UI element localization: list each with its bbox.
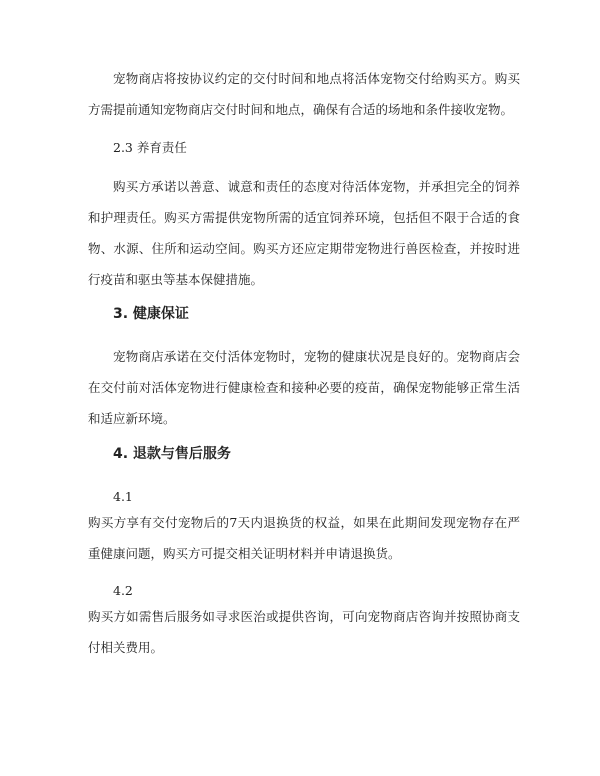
paragraph-health: 宠物商店承诺在交付活体宠物时，宠物的健康状况是良好的。宠物商店会在交付前对活体宠物进行健康检查和接种必要的疫苗，确保宠物能够正常生活和适应新环境。 bbox=[88, 349, 520, 426]
clause-number-4-1: 4.1 bbox=[113, 489, 133, 504]
section-heading-refund: 4. 退款与售后服务 bbox=[113, 446, 231, 462]
paragraph-refund-4-1: 购买方享有交付宠物后的7天内退换货的权益，如果在此期间发现宠物存在严重健康问题，购买方可提交相关证明材料并申请退换货。 bbox=[88, 515, 520, 561]
clause-number-4-2: 4.2 bbox=[113, 583, 133, 598]
paragraph-delivery: 宠物商店将按协议约定的交付时间和地点将活体宠物交付给购买方。购买方需提前通知宠物商店交付时间和地点，确保有合适的场地和条件接收宠物。 bbox=[88, 71, 520, 117]
section-heading-health: 3. 健康保证 bbox=[113, 306, 189, 322]
section-heading-2-3: 2.3 养育责任 bbox=[113, 140, 187, 155]
paragraph-refund-4-2: 购买方如需售后服务如寻求医治或提供咨询，可向宠物商店咨询并按照协商支付相关费用。 bbox=[88, 609, 520, 655]
paragraph-raising-responsibility: 购买方承诺以善意、诚意和责任的态度对待活体宠物，并承担完全的饲养和护理责任。购买方需提供宠物所需的适宜饲养环境，包括但不限于合适的食物、水源、住所和运动空间。购买方还应定期带宠物进行兽医检查，并按时进行疫苗和驱虫等基本保健措施。 bbox=[88, 179, 520, 287]
